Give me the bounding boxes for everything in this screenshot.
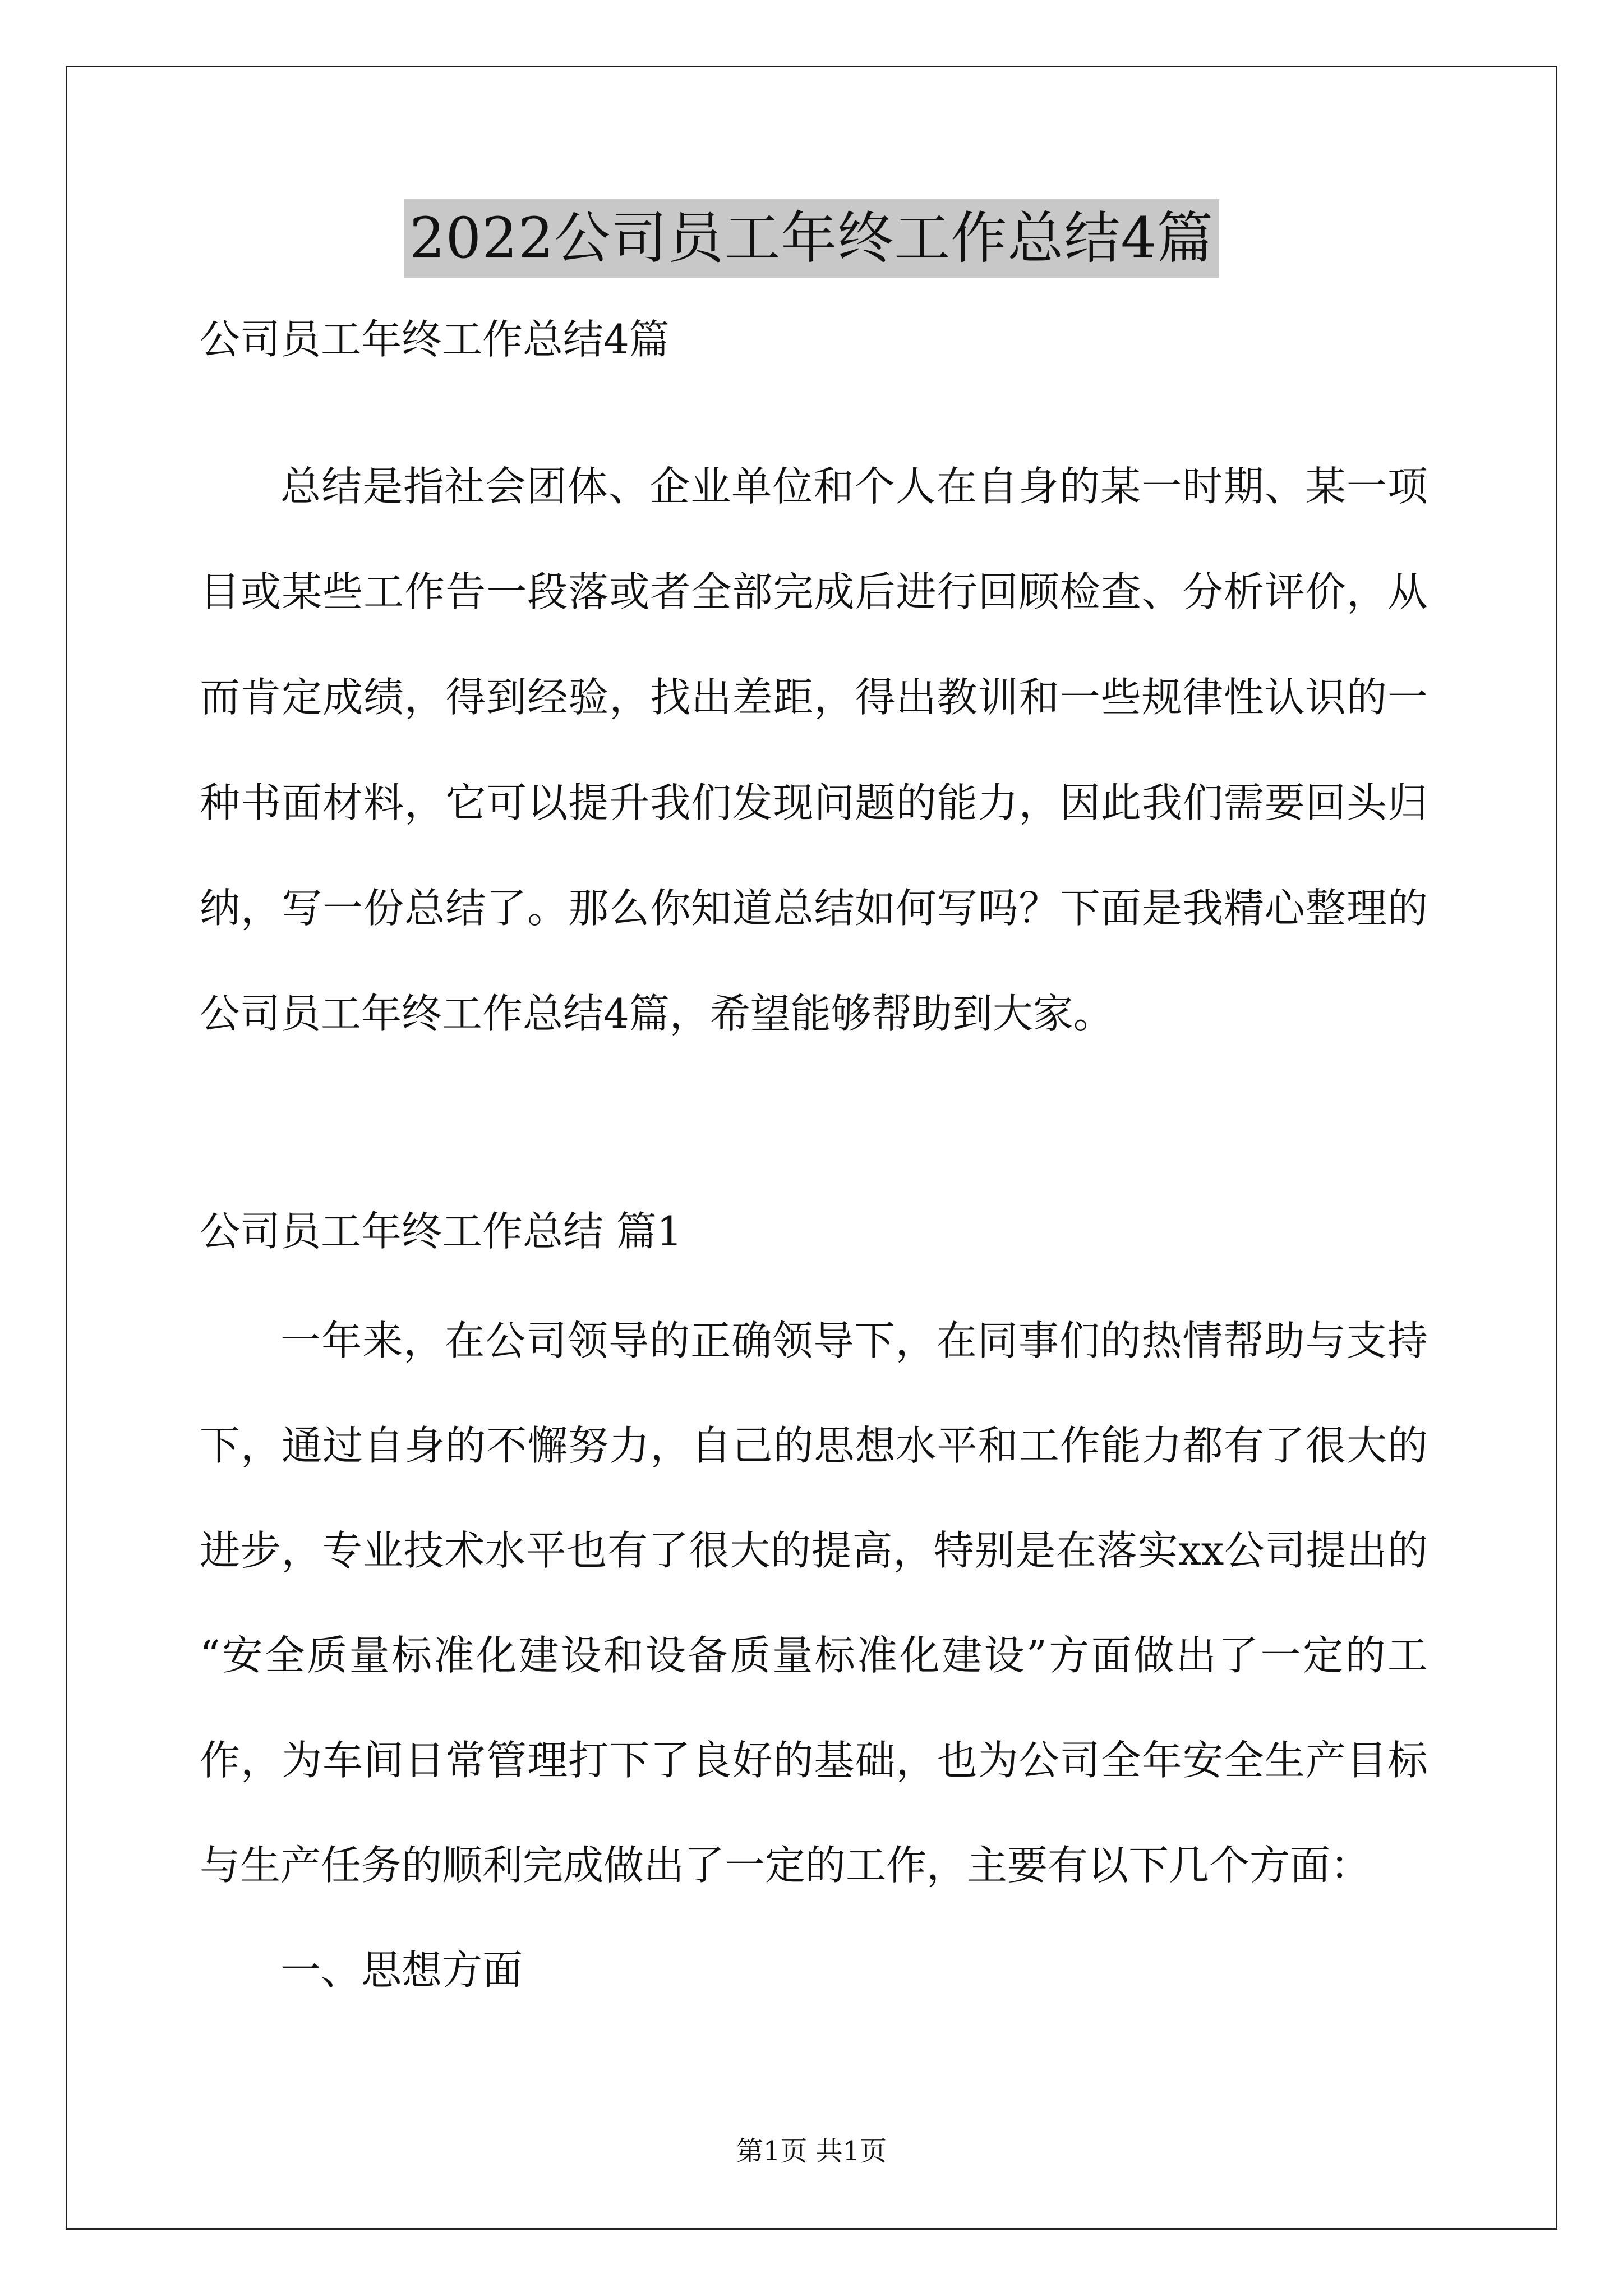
body-line-6: 与生产任务的顺利完成做出了一定的工作，主要有以下几个方面：	[200, 1842, 1371, 1889]
intro-line-5: 纳，写一份总结了。那么你知道总结如何写吗？下面是我精心整理的	[200, 885, 1428, 932]
page-border	[66, 66, 1557, 2230]
body-line-5: 作，为车间日常管理打下了良好的基础，也为公司全年安全生产目标	[200, 1737, 1428, 1784]
intro-line-3: 而肯定成绩，得到经验，找出差距，得出教训和一些规律性认识的一	[200, 674, 1428, 721]
document-subtitle: 公司员工年终工作总结4篇	[200, 316, 670, 363]
subheading: 一、思想方面	[280, 1947, 523, 1994]
intro-line-1: 总结是指社会团体、企业单位和个人在自身的某一时期、某一项	[280, 463, 1428, 510]
title-container	[0, 199, 1623, 278]
intro-line-6: 公司员工年终工作总结4篇，希望能够帮助到大家。	[200, 990, 1114, 1037]
page-footer: 第1页 共1页	[736, 2136, 887, 2167]
intro-line-2: 目或某些工作告一段落或者全部完成后进行回顾检查、分析评价，从	[200, 568, 1428, 615]
body-line-4: “安全质量标准化建设和设备质量标准化建设”方面做出了一定的工	[200, 1632, 1428, 1679]
body-line-1: 一年来，在公司领导的正确领导下，在同事们的热情帮助与支持	[280, 1317, 1428, 1364]
body-line-2: 下，通过自身的不懈努力，自己的思想水平和工作能力都有了很大的	[200, 1422, 1428, 1469]
intro-line-4: 种书面材料，它可以提升我们发现问题的能力，因此我们需要回头归	[200, 779, 1428, 826]
body-line-3: 进步，专业技术水平也有了很大的提高，特别是在落实xx公司提出的	[200, 1527, 1428, 1574]
document-title: 2022公司员工年终工作总结4篇	[404, 199, 1219, 278]
section-heading: 公司员工年终工作总结 篇1	[200, 1208, 683, 1255]
